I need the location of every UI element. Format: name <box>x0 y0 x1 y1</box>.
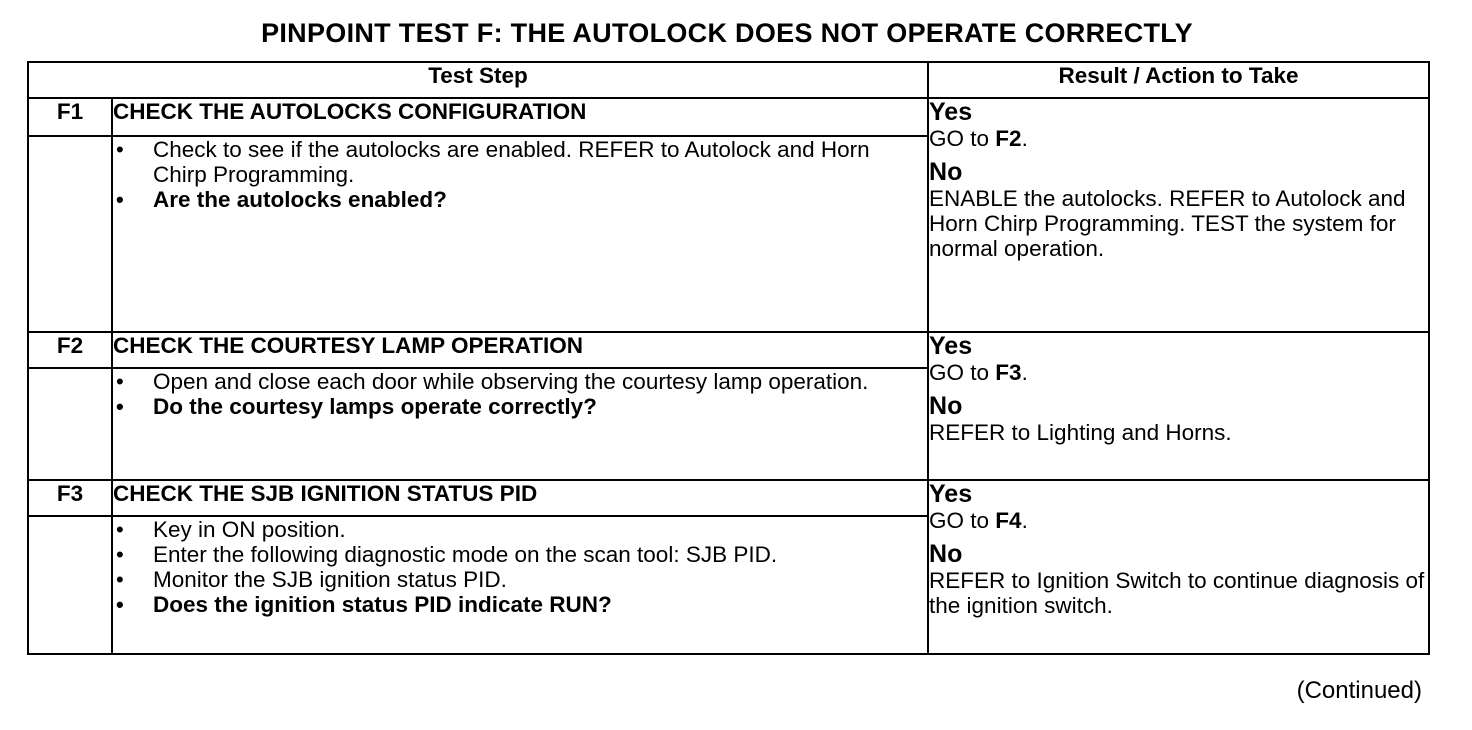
list-item: • Enter the following diagnostic mode on the scan tool: SJB PID. <box>113 542 927 567</box>
continued-note: (Continued) <box>1296 677 1422 704</box>
step-id-spacer <box>28 368 112 480</box>
no-label: No <box>929 158 963 186</box>
step-f3-heading-row <box>28 480 1429 516</box>
step-id: F3 <box>28 480 112 516</box>
step-body <box>112 368 928 480</box>
table-header-row <box>28 62 1429 98</box>
step-result <box>928 480 1429 654</box>
yes-action: GO to F3. <box>929 360 1028 385</box>
step-heading: CHECK THE COURTESY LAMP OPERATION <box>112 332 928 368</box>
list-item-question: • Does the ignition status PID indicate RUN? <box>113 592 927 617</box>
step-bullet-list <box>113 137 927 212</box>
list-item: • Key in ON position. <box>113 517 927 542</box>
pinpoint-test-table <box>27 61 1430 655</box>
step-reference: F2 <box>995 126 1022 151</box>
step-reference: F3 <box>995 360 1022 385</box>
column-header-test-step: Test Step <box>28 62 928 98</box>
column-header-result: Result / Action to Take <box>928 62 1429 98</box>
yes-label: Yes <box>929 98 973 126</box>
yes-label: Yes <box>929 332 973 360</box>
step-body <box>112 516 928 654</box>
no-label: No <box>929 540 963 568</box>
no-action: REFER to Lighting and Horns. <box>929 420 1232 445</box>
list-item: • Check to see if the autolocks are enabled. REFER to Autolock and Horn Chirp Programming. <box>113 137 927 187</box>
no-label: No <box>929 392 963 420</box>
step-id: F2 <box>28 332 112 368</box>
list-item: • Monitor the SJB ignition status PID. <box>113 567 927 592</box>
list-item: • Open and close each door while observing the courtesy lamp operation. <box>113 369 927 394</box>
step-f1-heading-row <box>28 98 1429 136</box>
list-item-question: • Are the autolocks enabled? <box>113 187 927 212</box>
yes-label: Yes <box>929 480 973 508</box>
list-item-question: • Do the courtesy lamps operate correctly? <box>113 394 927 419</box>
step-bullet-list <box>113 369 927 419</box>
no-action: ENABLE the autolocks. REFER to Autolock and Horn Chirp Programming. TEST the system for normal operation. <box>929 186 1406 261</box>
step-body <box>112 136 928 332</box>
yes-action: GO to F2. <box>929 126 1028 151</box>
step-id-spacer <box>28 136 112 332</box>
step-id-spacer <box>28 516 112 654</box>
step-heading: CHECK THE AUTOLOCKS CONFIGURATION <box>112 98 928 136</box>
step-reference: F4 <box>995 508 1022 533</box>
step-f2-heading-row <box>28 332 1429 368</box>
step-heading: CHECK THE SJB IGNITION STATUS PID <box>112 480 928 516</box>
step-result <box>928 332 1429 480</box>
no-action: REFER to Ignition Switch to continue diagnosis of the ignition switch. <box>929 568 1425 618</box>
yes-action: GO to F4. <box>929 508 1028 533</box>
step-bullet-list <box>113 517 927 617</box>
page-title: PINPOINT TEST F: THE AUTOLOCK DOES NOT OPERATE CORRECTLY <box>261 18 1193 48</box>
step-result <box>928 98 1429 332</box>
step-id: F1 <box>28 98 112 136</box>
